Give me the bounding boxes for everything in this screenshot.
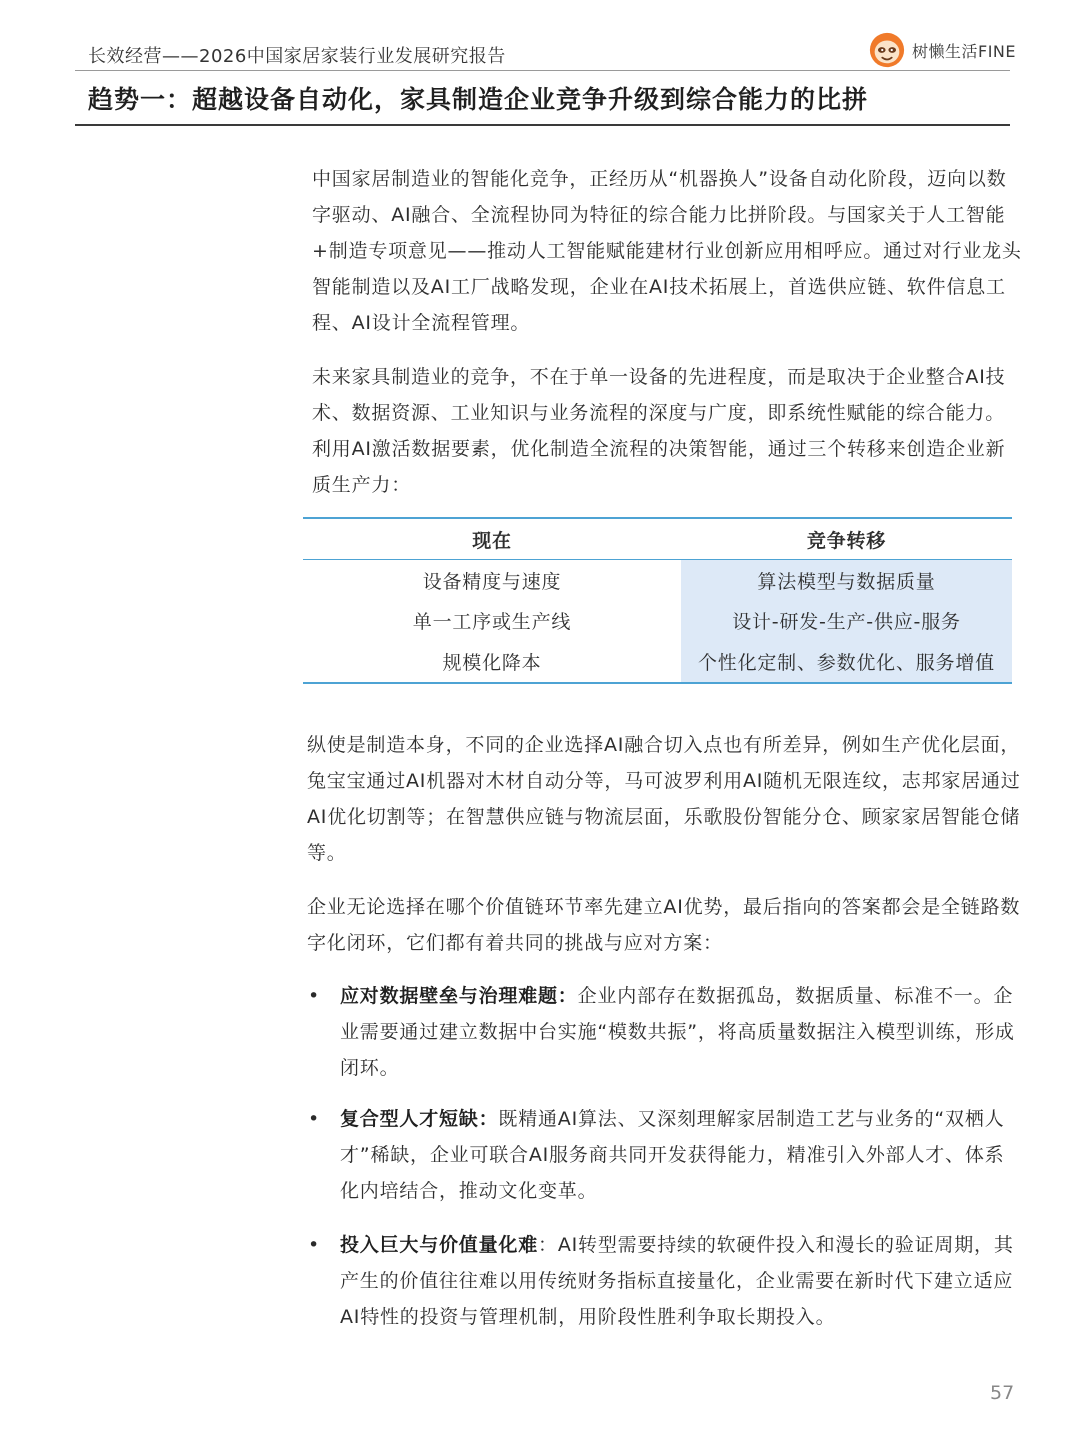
page-header [0,0,1080,80]
bullet-text [340,1227,1020,1335]
table-cell-now: 设备精度与速度 [422,570,562,593]
bullet-body: 既精通AI算法、又深刻理解家居制造工艺与业务的“双栖人才”稀缺，企业可联合AI服务商共同开发获得能力，精准引入外部人才、体系化内培结合，推动文化变革。 [340,1108,1005,1202]
competition-shift-table [303,517,1012,684]
title-divider [75,124,1010,126]
bullet-body: 企业内部存在数据孤岛，数据质量、标准不一。企业需要通过建立数据中台实施“模数共振”，将高质量数据注入模型训练，形成闭环。 [340,985,1015,1079]
paragraph-challenges-intro: 企业无论选择在哪个价值链环节率先建立AI优势，最后指向的答案都会是全链路数字化闭环，它们都有着共同的挑战与应对方案： [307,896,1021,954]
paragraph-intro: 中国家居制造业的智能化竞争，正经历从“机器换人”设备自动化阶段，迈向以数字驱动、AI融合、全流程协同为特征的综合能力比拼阶段。与国家关于人工智能+制造专项意见——推动人工智能赋能建材行业创新应用相呼应。通过对行业龙头智能制造以及AI工厂战略发现，企业在AI技术拓展上，首选供应链、软件信息工程、AI设计全流程管理。 [312,168,1022,334]
sloth-face-logo-icon [868,31,906,69]
bullet-marker: • [308,1108,320,1130]
table-cell-shift: 设计-研发-生产-供应-服务 [681,601,1012,642]
bullet-text [340,1101,1020,1209]
bullet-label: 投入巨大与价值量化难 [340,1234,539,1256]
header-divider [75,70,1010,71]
bullet-body: ：AI转型需要持续的软硬件投入和漫长的验证周期，其产生的价值往往难以用传统财务指标直接量化，企业需要在新时代下建立适应AI特性的投资与管理机制，用阶段性胜利争取长期投入。 [340,1234,1014,1328]
table-cell-shift: 个性化定制、参数优化、服务增值 [681,641,1012,683]
table-row [303,641,1012,683]
brand-name: 树懒生活FINE [912,41,1017,61]
table-cell-now: 规模化降本 [303,641,681,683]
table-row [303,560,1012,601]
table-row [303,601,1012,642]
brand-mark [868,30,1016,70]
table-header-row [303,518,1012,560]
bullet-label: 复合型人才短缺： [340,1108,499,1130]
page-number: 57 [990,1382,1015,1404]
bullet-marker: • [308,1234,320,1256]
table-cell-now: 单一工序或生产线 [412,611,572,634]
table-header-shift: 竞争转移 [681,518,1012,560]
paragraph-future-competition: 未来家具制造业的竞争，不在于单一设备的先进程度，而是取决于企业整合AI技术、数据资源、工业知识与业务流程的深度与广度，即系统性赋能的综合能力。利用AI激活数据要素，优化制造全流程的决策智能，通过三个转移来创造企业新质生产力： [312,366,1006,496]
bullet-text [340,978,1020,1086]
table-cell-shift: 算法模型与数据质量 [681,560,1012,601]
bullet-marker: • [308,985,320,1007]
bullet-label: 应对数据壁垒与治理难题： [340,985,578,1007]
table-header-now: 现在 [303,518,681,560]
paragraph-ai-entry-points: 纵使是制造本身，不同的企业选择AI融合切入点也有所差异，例如生产优化层面，兔宝宝通过AI机器对木材自动分等，马可波罗利用AI随机无限连纹，志邦家居通过AI优化切割等；在智慧供应链与物流层面，乐歌股份智能分仓、顾家家居智能仓储等。 [307,734,1021,864]
report-title: 长效经营——2026中国家居家装行业发展研究报告 [88,46,506,67]
section-title: 趋势一：超越设备自动化，家具制造企业竞争升级到综合能力的比拼 [88,85,869,114]
